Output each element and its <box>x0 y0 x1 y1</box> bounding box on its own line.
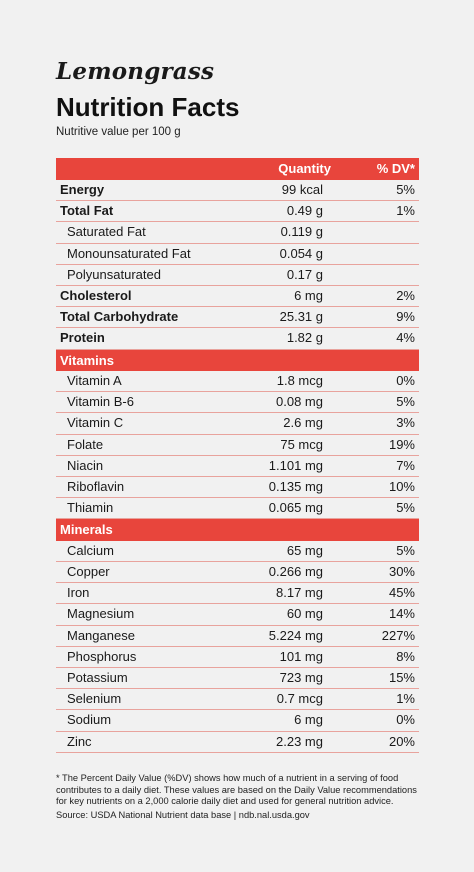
nutrient-quantity: 8.17 mg <box>276 585 323 601</box>
nutrient-name: Minerals <box>60 522 113 538</box>
nutrient-quantity: 101 mg <box>279 648 323 664</box>
footnote: * The Percent Daily Value (%DV) shows how much of a nutrient in a serving of food contributes to a daily diet. These values are based on the Daily Value recommendations for key nutrients on a 2,000 calorie daily diet and used for general nutrition advice. <box>56 773 417 806</box>
nutrient-dv: 45% <box>388 585 415 601</box>
table-row <box>56 286 419 307</box>
table-row <box>56 435 419 456</box>
table-row <box>56 498 419 519</box>
table-row <box>56 371 419 392</box>
table-row <box>56 392 419 413</box>
nutrient-quantity: 0.7 mcg <box>276 691 323 707</box>
nutrient-name: Iron <box>67 585 90 601</box>
nutrient-name: Vitamin C <box>67 415 124 431</box>
nutrient-name: Vitamin B-6 <box>67 394 134 410</box>
nutrient-dv: 4% <box>396 330 415 346</box>
nutrient-dv: 1% <box>396 691 415 707</box>
nutrient-name: Protein <box>60 330 105 346</box>
nutrient-name: Potassium <box>67 669 128 685</box>
nutrient-name: Energy <box>60 182 105 197</box>
nutrient-dv: 20% <box>388 733 415 749</box>
nutrient-name: Zinc <box>67 733 92 749</box>
page-title: Nutrition Facts <box>56 92 240 122</box>
brand-title: Lemongrass <box>56 58 215 85</box>
table-row <box>56 668 419 689</box>
nutrient-quantity: 6 mg <box>294 287 323 303</box>
nutrient-quantity: 723 mg <box>279 669 323 685</box>
table-header <box>56 158 419 180</box>
nutrient-quantity: 60 mg <box>286 606 323 622</box>
section-header <box>56 350 419 372</box>
nutrient-dv: 227% <box>381 627 415 643</box>
nutrient-name: Vitamin A <box>67 373 122 388</box>
nutrient-quantity: 0.49 g <box>286 203 323 219</box>
nutrient-name: Monounsaturated Fat <box>67 245 191 261</box>
nutrient-quantity: 0.135 mg <box>268 478 323 494</box>
nutrient-dv: 5% <box>396 394 415 410</box>
table-row <box>56 562 419 583</box>
table-row <box>56 732 419 753</box>
nutrient-dv: 5% <box>396 500 415 516</box>
table-row <box>56 626 419 647</box>
nutrient-dv: 5% <box>396 542 415 558</box>
nutrient-quantity: 0.17 g <box>286 266 323 282</box>
nutrient-quantity: 1.82 g <box>286 330 323 346</box>
nutrient-dv: 0% <box>396 712 415 728</box>
nutrient-dv: 14% <box>388 606 415 622</box>
nutrient-name: Total Carbohydrate <box>60 309 179 325</box>
nutrient-name: Riboflavin <box>67 478 125 494</box>
nutrient-dv: 8% <box>396 648 415 664</box>
nutrient-quantity: 25.31 g <box>279 309 323 325</box>
nutrient-quantity: 1.8 mcg <box>276 373 323 388</box>
nutrient-name: Phosphorus <box>67 648 137 664</box>
nutrient-name: Selenium <box>67 691 122 707</box>
nutrient-quantity: 0.08 mg <box>276 394 323 410</box>
table-row <box>56 328 419 349</box>
nutrient-dv: 10% <box>388 478 415 494</box>
nutrient-dv: 3% <box>396 415 415 431</box>
nutrient-quantity: 0.065 mg <box>268 500 323 516</box>
table-row <box>56 647 419 668</box>
nutrient-name: Cholesterol <box>60 287 132 303</box>
nutrient-quantity: 65 mg <box>286 542 323 558</box>
header-quantity: Quantity <box>278 161 331 176</box>
table-row <box>56 222 419 243</box>
table-row <box>56 180 419 201</box>
nutrition-table <box>56 158 419 753</box>
table-row <box>56 265 419 286</box>
table-row <box>56 456 419 477</box>
subtitle: Nutritive value per 100 g <box>56 126 181 138</box>
nutrient-name: Vitamins <box>60 352 114 368</box>
nutrient-name: Manganese <box>67 627 135 643</box>
nutrient-name: Calcium <box>67 542 114 558</box>
table-row <box>56 307 419 328</box>
nutrient-quantity: 75 mcg <box>280 436 323 452</box>
table-row <box>56 583 419 604</box>
nutrient-quantity: 0.266 mg <box>268 564 323 579</box>
nutrient-dv: 5% <box>396 182 415 197</box>
table-row <box>56 477 419 498</box>
nutrient-quantity: 2.6 mg <box>283 415 323 431</box>
nutrient-name: Niacin <box>67 457 104 473</box>
nutrient-name: Polyunsaturated <box>67 266 161 282</box>
nutrient-quantity: 6 mg <box>294 712 323 728</box>
header-dv: % DV* <box>376 161 415 176</box>
table-row <box>56 710 419 731</box>
table-row <box>56 201 419 222</box>
table-row <box>56 689 419 710</box>
nutrient-name: Sodium <box>67 712 112 728</box>
section-header <box>56 519 419 541</box>
nutrient-name: Folate <box>67 436 104 452</box>
nutrient-dv: 30% <box>388 564 415 579</box>
nutrient-name: Saturated Fat <box>67 224 146 240</box>
nutrient-name: Copper <box>67 564 110 579</box>
nutrient-dv: 1% <box>396 203 415 219</box>
table-row <box>56 604 419 625</box>
nutrient-name: Magnesium <box>67 606 135 622</box>
nutrient-name: Thiamin <box>67 500 114 516</box>
table-row <box>56 244 419 265</box>
nutrient-quantity: 5.224 mg <box>268 627 323 643</box>
table-row <box>56 541 419 562</box>
nutrient-quantity: 0.119 g <box>280 224 323 240</box>
table-body <box>56 180 419 753</box>
nutrient-dv: 7% <box>396 457 415 473</box>
nutrient-dv: 0% <box>396 373 415 388</box>
nutrient-dv: 2% <box>396 287 415 303</box>
nutrient-dv: 15% <box>388 669 415 685</box>
nutrient-name: Total Fat <box>60 203 114 219</box>
nutrient-quantity: 99 kcal <box>281 182 323 197</box>
nutrient-quantity: 1.101 mg <box>268 457 323 473</box>
nutrient-quantity: 2.23 mg <box>276 733 323 749</box>
nutrient-dv: 19% <box>388 436 415 452</box>
source-note: Source: USDA National Nutrient data base | ndb.nal.usda.gov <box>56 810 310 820</box>
table-row <box>56 413 419 434</box>
nutrient-dv: 9% <box>396 309 415 325</box>
nutrient-quantity: 0.054 g <box>279 245 323 261</box>
